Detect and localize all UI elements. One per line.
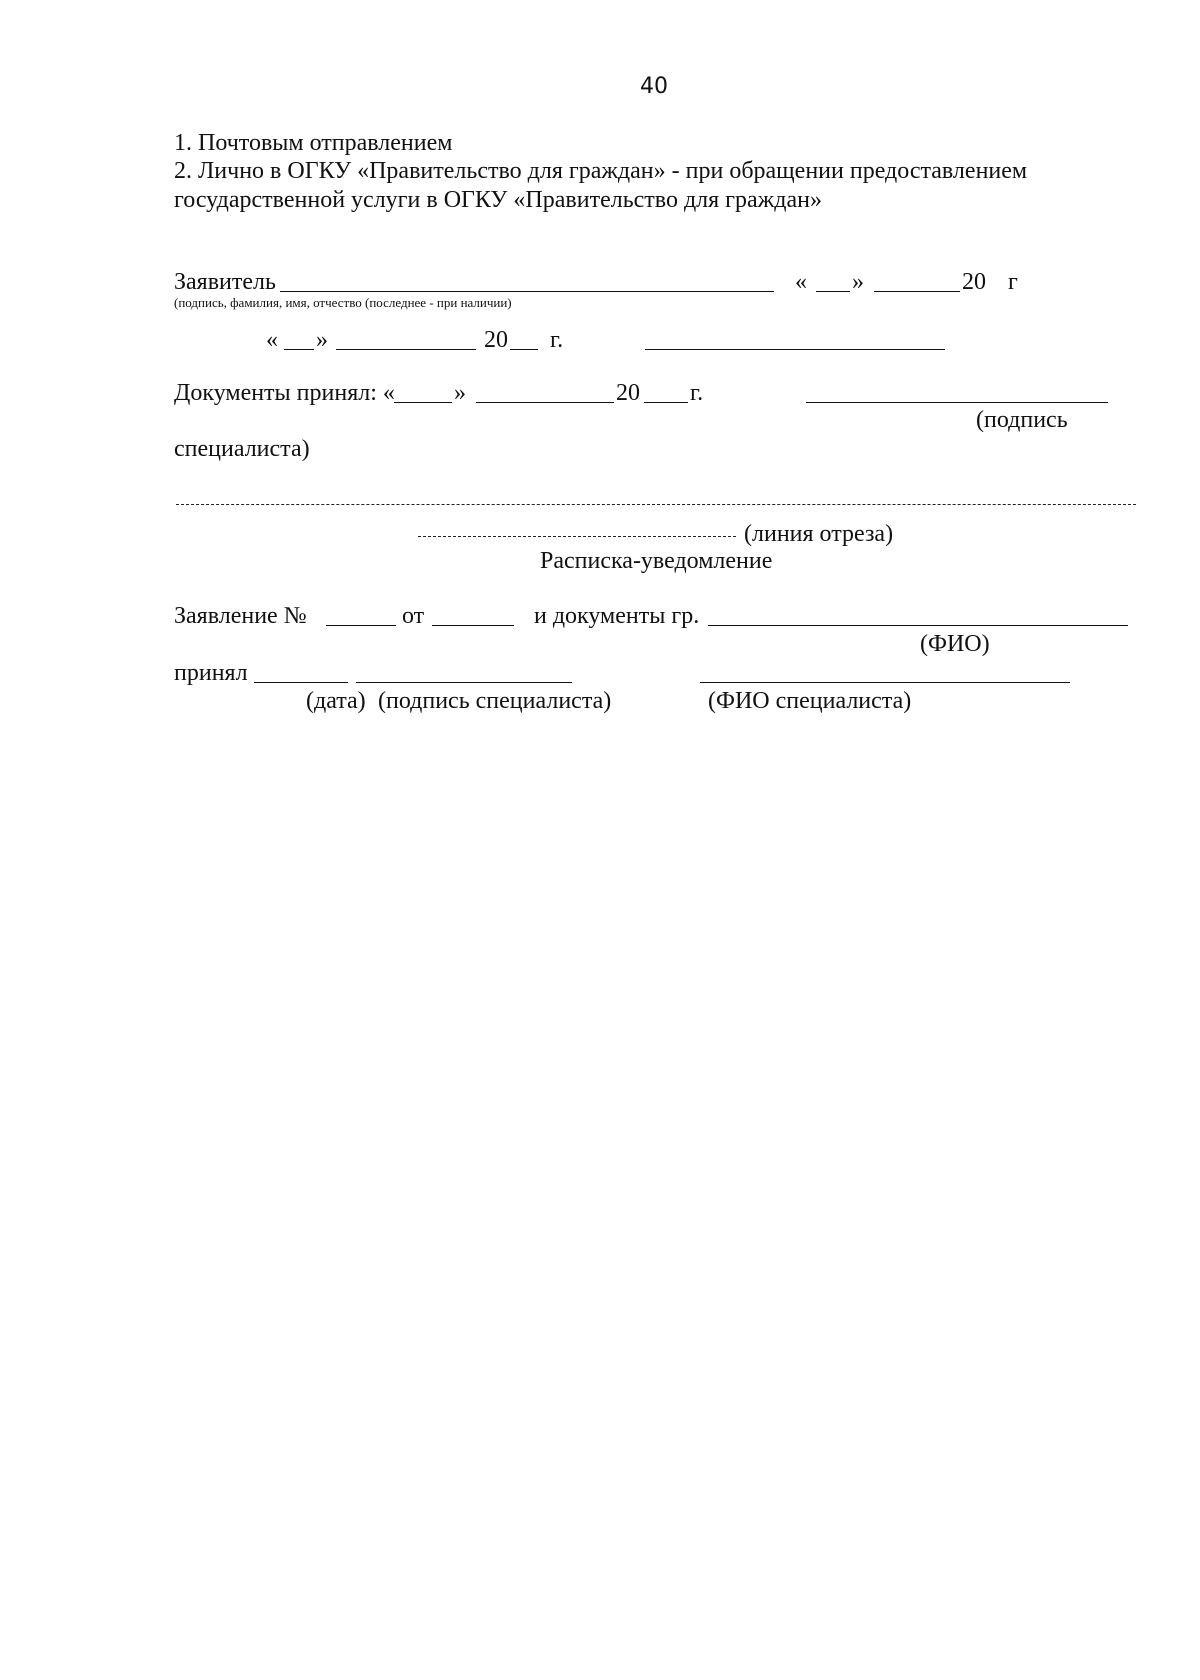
- receipt-date-caption: (дата): [306, 688, 366, 714]
- cut-line-short-dashed: [418, 536, 736, 537]
- applicant-year-suffix: г: [1008, 269, 1018, 295]
- accepted-year-prefix: 20: [616, 380, 640, 406]
- accepted-day-field[interactable]: [394, 402, 452, 403]
- accepted-year-suffix: г.: [690, 380, 704, 406]
- accepted-quote-close: »: [454, 380, 466, 406]
- accepted-sign-caption-1: (подпись: [976, 407, 1068, 433]
- page-number: 40: [640, 74, 668, 99]
- applicant-day-field[interactable]: [816, 291, 850, 292]
- applicant-year-prefix: 20: [962, 269, 986, 295]
- cut-line-dashed: [176, 504, 1136, 505]
- receipt-date-field[interactable]: [254, 682, 348, 683]
- applicant-quote-open: «: [795, 269, 807, 295]
- accepted-label: Документы принял: «: [174, 380, 395, 406]
- accepted-signature-field[interactable]: [806, 402, 1108, 403]
- accepted-month-field[interactable]: [476, 402, 614, 403]
- cut-line-caption: (линия отреза): [744, 521, 894, 547]
- method-item-2-line-2: государственной услуги в ОГКУ «Правительство для граждан»: [174, 187, 822, 213]
- applicant-hint: (подпись, фамилия, имя, отчество (последнее - при наличии): [174, 295, 512, 310]
- statement-number-field[interactable]: [326, 625, 396, 626]
- citizen-fio-field[interactable]: [708, 625, 1128, 626]
- method-item-2-line-1: 2. Лично в ОГКУ «Правительство для граждан» - при обращении предоставлением: [174, 158, 1028, 184]
- second-date-year-suffix: г.: [550, 327, 564, 353]
- second-date-signature-field[interactable]: [645, 349, 945, 350]
- second-date-day-field[interactable]: [284, 349, 314, 350]
- receipt-sign-caption: (подпись специалиста): [378, 688, 612, 714]
- second-date-month-field[interactable]: [336, 349, 476, 350]
- statement-date-field[interactable]: [432, 625, 514, 626]
- citizen-fio-caption: (ФИО): [920, 631, 990, 657]
- statement-label: Заявление №: [174, 603, 307, 629]
- method-item-1: 1. Почтовым отправлением: [174, 130, 453, 156]
- receipt-title: Расписка-уведомление: [540, 548, 773, 574]
- receipt-accepted-label: принял: [174, 660, 248, 686]
- statement-from-label: от: [402, 603, 425, 629]
- applicant-quote-close: »: [852, 269, 864, 295]
- second-date-quote-open: «: [266, 327, 278, 353]
- applicant-month-field[interactable]: [874, 291, 960, 292]
- second-date-year-field[interactable]: [510, 349, 538, 350]
- second-date-quote-close: »: [316, 327, 328, 353]
- second-date-year-prefix: 20: [484, 327, 508, 353]
- accepted-sign-caption-2: специалиста): [174, 436, 310, 462]
- receipt-specialist-fio-field[interactable]: [700, 682, 1070, 683]
- statement-docs-label: и документы гр.: [534, 603, 700, 629]
- accepted-year-field[interactable]: [644, 402, 688, 403]
- receipt-fio-spec-caption: (ФИО специалиста): [708, 688, 912, 714]
- receipt-signature-field[interactable]: [356, 682, 572, 683]
- applicant-label: Заявитель: [174, 269, 276, 295]
- applicant-signature-field[interactable]: [280, 291, 774, 292]
